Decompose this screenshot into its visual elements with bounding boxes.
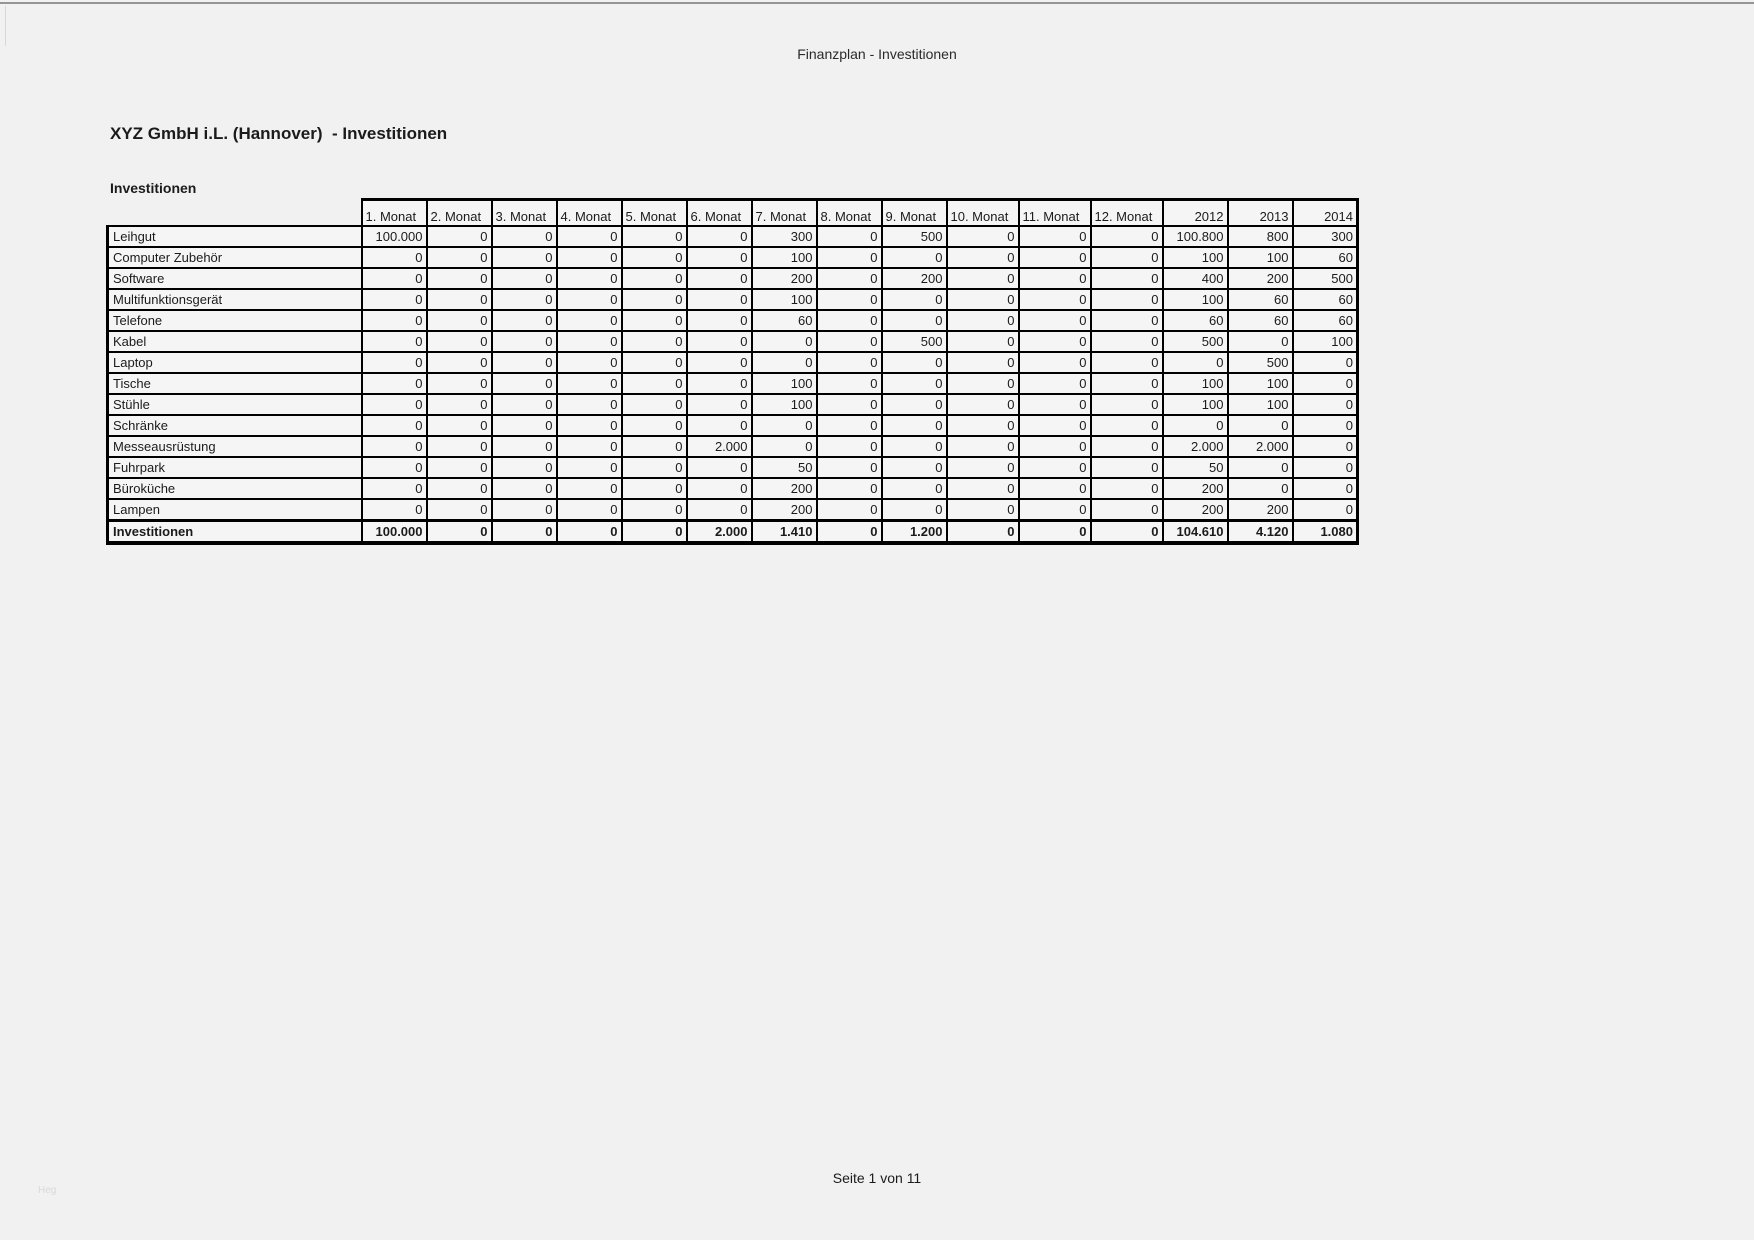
value-cell: 0 xyxy=(492,310,557,331)
value-cell: 0 xyxy=(1019,268,1091,289)
value-cell: 200 xyxy=(1228,268,1293,289)
value-cell: 0 xyxy=(362,352,427,373)
value-cell: 0 xyxy=(362,331,427,352)
value-cell: 0 xyxy=(1293,478,1358,499)
value-cell: 0 xyxy=(687,457,752,478)
value-cell: 0 xyxy=(622,499,687,521)
value-cell: 0 xyxy=(622,436,687,457)
column-header: 12. Monat xyxy=(1091,200,1163,226)
value-cell: 0 xyxy=(687,352,752,373)
value-cell: 0 xyxy=(492,226,557,247)
value-cell: 0 xyxy=(427,478,492,499)
column-header: 4. Monat xyxy=(557,200,622,226)
value-cell: 0 xyxy=(427,436,492,457)
value-cell: 0 xyxy=(817,457,882,478)
value-cell: 500 xyxy=(1163,331,1228,352)
value-cell: 0 xyxy=(362,373,427,394)
value-cell: 0 xyxy=(882,457,947,478)
value-cell: 100 xyxy=(1163,247,1228,268)
value-cell: 500 xyxy=(1293,268,1358,289)
table-row xyxy=(108,415,1358,436)
value-cell: 0 xyxy=(752,436,817,457)
value-cell: 0 xyxy=(817,394,882,415)
value-cell: 104.610 xyxy=(1163,520,1228,543)
value-cell: 100 xyxy=(1163,373,1228,394)
table-corner-cell xyxy=(108,200,362,226)
value-cell: 0 xyxy=(427,247,492,268)
value-cell: 0 xyxy=(622,457,687,478)
scan-artifact-left-line xyxy=(5,6,6,46)
table-row xyxy=(108,268,1358,289)
table-row xyxy=(108,331,1358,352)
value-cell: 200 xyxy=(752,478,817,499)
value-cell: 0 xyxy=(1293,457,1358,478)
value-cell: 0 xyxy=(817,331,882,352)
value-cell: 0 xyxy=(817,247,882,268)
value-cell: 0 xyxy=(492,499,557,521)
value-cell: 0 xyxy=(687,499,752,521)
value-cell: 0 xyxy=(1091,289,1163,310)
row-label: Büroküche xyxy=(108,478,362,499)
value-cell: 0 xyxy=(882,310,947,331)
value-cell: 0 xyxy=(622,352,687,373)
value-cell: 0 xyxy=(622,268,687,289)
value-cell: 0 xyxy=(817,373,882,394)
value-cell: 0 xyxy=(882,499,947,521)
value-cell: 0 xyxy=(1228,478,1293,499)
value-cell: 0 xyxy=(1228,457,1293,478)
value-cell: 100.000 xyxy=(362,226,427,247)
value-cell: 0 xyxy=(947,247,1019,268)
value-cell: 0 xyxy=(817,289,882,310)
value-cell: 0 xyxy=(1019,457,1091,478)
value-cell: 0 xyxy=(362,457,427,478)
value-cell: 60 xyxy=(1293,310,1358,331)
value-cell: 0 xyxy=(687,310,752,331)
value-cell: 0 xyxy=(492,478,557,499)
value-cell: 0 xyxy=(687,247,752,268)
value-cell: 0 xyxy=(1293,436,1358,457)
value-cell: 50 xyxy=(1163,457,1228,478)
value-cell: 0 xyxy=(622,415,687,436)
value-cell: 0 xyxy=(492,436,557,457)
table-row xyxy=(108,247,1358,268)
value-cell: 0 xyxy=(817,226,882,247)
column-header: 1. Monat xyxy=(362,200,427,226)
value-cell: 60 xyxy=(752,310,817,331)
value-cell: 0 xyxy=(492,373,557,394)
value-cell: 0 xyxy=(1091,394,1163,415)
value-cell: 0 xyxy=(1091,478,1163,499)
value-cell: 0 xyxy=(1019,478,1091,499)
value-cell: 0 xyxy=(557,331,622,352)
table-row xyxy=(108,373,1358,394)
value-cell: 0 xyxy=(1091,352,1163,373)
value-cell: 100 xyxy=(752,394,817,415)
column-header: 6. Monat xyxy=(687,200,752,226)
value-cell: 0 xyxy=(362,499,427,521)
value-cell: 1.200 xyxy=(882,520,947,543)
value-cell: 0 xyxy=(947,520,1019,543)
value-cell: 0 xyxy=(817,415,882,436)
value-cell: 200 xyxy=(752,268,817,289)
value-cell: 0 xyxy=(752,415,817,436)
row-label: Investitionen xyxy=(108,520,362,543)
value-cell: 0 xyxy=(622,394,687,415)
value-cell: 0 xyxy=(1019,226,1091,247)
value-cell: 0 xyxy=(1163,415,1228,436)
value-cell: 0 xyxy=(687,331,752,352)
value-cell: 200 xyxy=(1228,499,1293,521)
value-cell: 0 xyxy=(622,226,687,247)
value-cell: 0 xyxy=(1293,352,1358,373)
value-cell: 100 xyxy=(752,373,817,394)
value-cell: 100.800 xyxy=(1163,226,1228,247)
value-cell: 0 xyxy=(882,373,947,394)
value-cell: 0 xyxy=(882,289,947,310)
value-cell: 800 xyxy=(1228,226,1293,247)
value-cell: 0 xyxy=(1019,331,1091,352)
column-header: 9. Monat xyxy=(882,200,947,226)
value-cell: 0 xyxy=(362,478,427,499)
value-cell: 0 xyxy=(1019,520,1091,543)
value-cell: 0 xyxy=(362,436,427,457)
value-cell: 0 xyxy=(947,478,1019,499)
value-cell: 0 xyxy=(882,478,947,499)
value-cell: 100 xyxy=(1163,394,1228,415)
value-cell: 0 xyxy=(557,436,622,457)
column-header: 7. Monat xyxy=(752,200,817,226)
row-label: Leihgut xyxy=(108,226,362,247)
value-cell: 0 xyxy=(947,226,1019,247)
value-cell: 0 xyxy=(492,352,557,373)
value-cell: 0 xyxy=(427,331,492,352)
investitionen-table xyxy=(106,198,1359,545)
table-row xyxy=(108,289,1358,310)
value-cell: 0 xyxy=(687,373,752,394)
value-cell: 0 xyxy=(1091,457,1163,478)
table-row xyxy=(108,352,1358,373)
column-header: 2014 xyxy=(1293,200,1358,226)
table-row xyxy=(108,226,1358,247)
watermark-text: Heg xyxy=(38,1185,57,1196)
value-cell: 0 xyxy=(427,457,492,478)
row-label: Computer Zubehör xyxy=(108,247,362,268)
document-title: XYZ GmbH i.L. (Hannover) - Investitionen xyxy=(110,124,448,143)
value-cell: 300 xyxy=(1293,226,1358,247)
value-cell: 0 xyxy=(1019,394,1091,415)
value-cell: 50 xyxy=(752,457,817,478)
value-cell: 0 xyxy=(1293,373,1358,394)
value-cell: 100 xyxy=(1163,289,1228,310)
value-cell: 60 xyxy=(1228,310,1293,331)
value-cell: 0 xyxy=(687,415,752,436)
value-cell: 100.000 xyxy=(362,520,427,543)
column-header: 10. Monat xyxy=(947,200,1019,226)
column-header: 11. Monat xyxy=(1019,200,1091,226)
value-cell: 4.120 xyxy=(1228,520,1293,543)
value-cell: 2.000 xyxy=(1228,436,1293,457)
value-cell: 0 xyxy=(817,520,882,543)
value-cell: 0 xyxy=(427,373,492,394)
value-cell: 0 xyxy=(622,247,687,268)
value-cell: 0 xyxy=(882,247,947,268)
value-cell: 0 xyxy=(1019,247,1091,268)
value-cell: 0 xyxy=(557,520,622,543)
page-header-title: Finanzplan - Investitionen xyxy=(797,46,957,62)
value-cell: 0 xyxy=(882,415,947,436)
value-cell: 0 xyxy=(1019,352,1091,373)
table-row xyxy=(108,310,1358,331)
value-cell: 0 xyxy=(492,415,557,436)
column-header: 8. Monat xyxy=(817,200,882,226)
value-cell: 0 xyxy=(557,499,622,521)
value-cell: 0 xyxy=(947,310,1019,331)
row-label: Messeausrüstung xyxy=(108,436,362,457)
value-cell: 0 xyxy=(492,520,557,543)
table-row xyxy=(108,478,1358,499)
value-cell: 60 xyxy=(1228,289,1293,310)
value-cell: 0 xyxy=(1019,310,1091,331)
value-cell: 0 xyxy=(362,415,427,436)
value-cell: 0 xyxy=(947,289,1019,310)
value-cell: 0 xyxy=(557,457,622,478)
value-cell: 0 xyxy=(1091,520,1163,543)
value-cell: 0 xyxy=(362,289,427,310)
value-cell: 0 xyxy=(492,394,557,415)
investitionen-table-container xyxy=(106,198,1359,545)
value-cell: 200 xyxy=(1163,499,1228,521)
column-header: 2013 xyxy=(1228,200,1293,226)
value-cell: 0 xyxy=(1019,289,1091,310)
value-cell: 0 xyxy=(427,310,492,331)
value-cell: 100 xyxy=(752,247,817,268)
value-cell: 0 xyxy=(947,352,1019,373)
value-cell: 0 xyxy=(362,310,427,331)
value-cell: 0 xyxy=(1019,499,1091,521)
value-cell: 0 xyxy=(1091,247,1163,268)
value-cell: 0 xyxy=(492,289,557,310)
value-cell: 0 xyxy=(427,499,492,521)
value-cell: 200 xyxy=(752,499,817,521)
value-cell: 0 xyxy=(817,310,882,331)
value-cell: 0 xyxy=(817,268,882,289)
value-cell: 60 xyxy=(1293,247,1358,268)
value-cell: 0 xyxy=(362,268,427,289)
value-cell: 1.410 xyxy=(752,520,817,543)
value-cell: 0 xyxy=(947,268,1019,289)
value-cell: 0 xyxy=(1293,394,1358,415)
value-cell: 0 xyxy=(1293,499,1358,521)
value-cell: 0 xyxy=(1091,310,1163,331)
value-cell: 0 xyxy=(947,373,1019,394)
value-cell: 0 xyxy=(557,226,622,247)
value-cell: 0 xyxy=(427,352,492,373)
value-cell: 0 xyxy=(817,499,882,521)
value-cell: 200 xyxy=(882,268,947,289)
value-cell: 500 xyxy=(1228,352,1293,373)
value-cell: 0 xyxy=(622,478,687,499)
value-cell: 100 xyxy=(1228,394,1293,415)
value-cell: 2.000 xyxy=(687,436,752,457)
value-cell: 0 xyxy=(1019,436,1091,457)
value-cell: 0 xyxy=(427,268,492,289)
value-cell: 0 xyxy=(1019,373,1091,394)
value-cell: 0 xyxy=(427,415,492,436)
value-cell: 0 xyxy=(752,352,817,373)
row-label: Multifunktionsgerät xyxy=(108,289,362,310)
value-cell: 100 xyxy=(1228,247,1293,268)
value-cell: 0 xyxy=(882,436,947,457)
value-cell: 0 xyxy=(1091,415,1163,436)
row-label: Telefone xyxy=(108,310,362,331)
value-cell: 0 xyxy=(1091,268,1163,289)
value-cell: 0 xyxy=(622,520,687,543)
value-cell: 0 xyxy=(817,478,882,499)
value-cell: 0 xyxy=(492,457,557,478)
value-cell: 200 xyxy=(1163,478,1228,499)
value-cell: 0 xyxy=(362,394,427,415)
page-number: Seite 1 von 11 xyxy=(832,1170,922,1186)
value-cell: 0 xyxy=(947,331,1019,352)
value-cell: 0 xyxy=(557,373,622,394)
table-row xyxy=(108,436,1358,457)
value-cell: 0 xyxy=(1091,499,1163,521)
table-row xyxy=(108,499,1358,521)
value-cell: 300 xyxy=(752,226,817,247)
value-cell: 0 xyxy=(687,226,752,247)
column-header: 5. Monat xyxy=(622,200,687,226)
value-cell: 0 xyxy=(947,436,1019,457)
column-header: 2012 xyxy=(1163,200,1228,226)
value-cell: 0 xyxy=(882,394,947,415)
value-cell: 400 xyxy=(1163,268,1228,289)
value-cell: 0 xyxy=(947,457,1019,478)
value-cell: 0 xyxy=(557,394,622,415)
row-label: Tische xyxy=(108,373,362,394)
value-cell: 100 xyxy=(1228,373,1293,394)
value-cell: 0 xyxy=(1091,226,1163,247)
value-cell: 0 xyxy=(947,394,1019,415)
value-cell: 0 xyxy=(1163,352,1228,373)
value-cell: 0 xyxy=(362,247,427,268)
value-cell: 0 xyxy=(817,436,882,457)
value-cell: 0 xyxy=(557,247,622,268)
row-label: Schränke xyxy=(108,415,362,436)
value-cell: 0 xyxy=(687,394,752,415)
value-cell: 0 xyxy=(1091,436,1163,457)
value-cell: 0 xyxy=(687,478,752,499)
value-cell: 100 xyxy=(752,289,817,310)
value-cell: 0 xyxy=(752,331,817,352)
row-label: Kabel xyxy=(108,331,362,352)
value-cell: 0 xyxy=(557,352,622,373)
row-label: Fuhrpark xyxy=(108,457,362,478)
value-cell: 0 xyxy=(557,268,622,289)
column-header: 2. Monat xyxy=(427,200,492,226)
value-cell: 0 xyxy=(622,310,687,331)
value-cell: 2.000 xyxy=(1163,436,1228,457)
table-row xyxy=(108,394,1358,415)
value-cell: 60 xyxy=(1293,289,1358,310)
value-cell: 0 xyxy=(622,289,687,310)
value-cell: 0 xyxy=(1091,331,1163,352)
value-cell: 0 xyxy=(557,478,622,499)
table-header-row xyxy=(108,200,1358,226)
row-label: Software xyxy=(108,268,362,289)
value-cell: 0 xyxy=(687,289,752,310)
table-row xyxy=(108,457,1358,478)
value-cell: 0 xyxy=(1293,415,1358,436)
value-cell: 0 xyxy=(1228,331,1293,352)
value-cell: 0 xyxy=(947,415,1019,436)
column-header: 3. Monat xyxy=(492,200,557,226)
value-cell: 0 xyxy=(557,289,622,310)
value-cell: 0 xyxy=(557,310,622,331)
value-cell: 0 xyxy=(622,373,687,394)
value-cell: 0 xyxy=(817,352,882,373)
value-cell: 500 xyxy=(882,226,947,247)
value-cell: 2.000 xyxy=(687,520,752,543)
value-cell: 0 xyxy=(492,268,557,289)
value-cell: 0 xyxy=(427,394,492,415)
value-cell: 0 xyxy=(1228,415,1293,436)
scan-artifact-top-line xyxy=(0,2,1754,4)
value-cell: 0 xyxy=(492,247,557,268)
value-cell: 0 xyxy=(687,268,752,289)
value-cell: 0 xyxy=(1091,373,1163,394)
value-cell: 500 xyxy=(882,331,947,352)
value-cell: 60 xyxy=(1163,310,1228,331)
value-cell: 0 xyxy=(1019,415,1091,436)
value-cell: 0 xyxy=(492,331,557,352)
row-label: Stühle xyxy=(108,394,362,415)
row-label: Lampen xyxy=(108,499,362,521)
section-title: Investitionen xyxy=(110,180,197,196)
value-cell: 0 xyxy=(557,415,622,436)
value-cell: 0 xyxy=(427,520,492,543)
value-cell: 0 xyxy=(427,289,492,310)
row-label: Laptop xyxy=(108,352,362,373)
table-total-row xyxy=(108,520,1358,543)
value-cell: 100 xyxy=(1293,331,1358,352)
value-cell: 0 xyxy=(622,331,687,352)
value-cell: 0 xyxy=(427,226,492,247)
value-cell: 0 xyxy=(947,499,1019,521)
value-cell: 0 xyxy=(882,352,947,373)
value-cell: 1.080 xyxy=(1293,520,1358,543)
